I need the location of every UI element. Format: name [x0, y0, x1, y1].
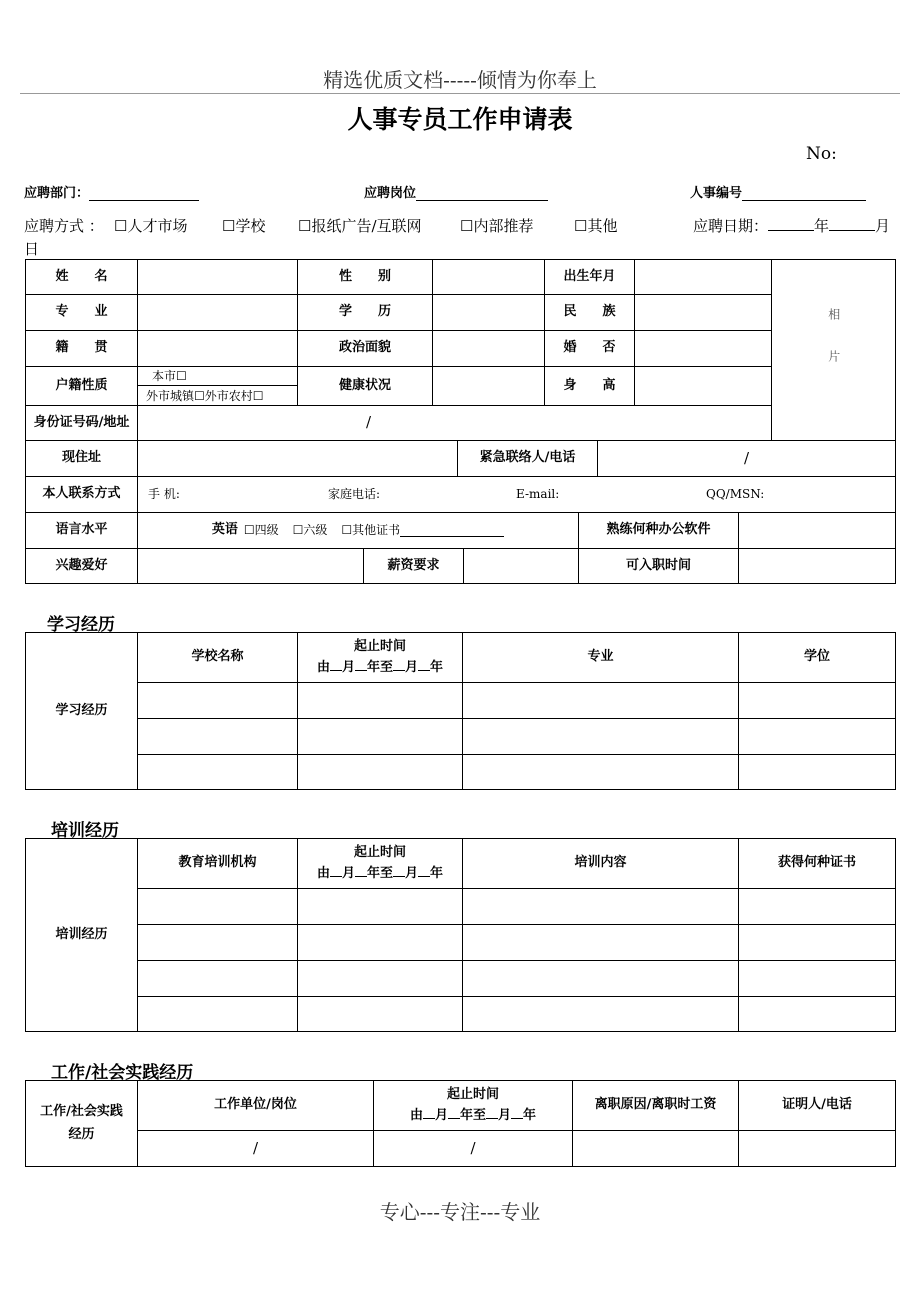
hukou-option-other[interactable]: 外市城镇☐外市农村☐ [137, 385, 298, 406]
hr-number-blank[interactable] [742, 186, 866, 201]
method-option-other[interactable]: ☐其他 [574, 217, 618, 235]
study-major-header: 专业 [462, 632, 739, 683]
birth-label: 出生年月 [544, 259, 635, 295]
photo-area[interactable] [771, 259, 896, 441]
training-row2-cert[interactable] [738, 924, 896, 961]
cet4-checkbox[interactable]: ☐四级 [243, 523, 279, 538]
training-org-header: 教育培训机构 [137, 838, 298, 889]
training-row1-org[interactable] [137, 888, 298, 925]
training-row4-org[interactable] [137, 996, 298, 1032]
position-blank[interactable] [416, 186, 548, 201]
qq-msn-label: QQ/MSN: [706, 487, 765, 502]
apply-date-label: 应聘日期： [693, 217, 769, 235]
form-number: No: [806, 144, 837, 164]
study-period-title: 起止时间 [353, 638, 406, 654]
training-row1-period[interactable] [297, 888, 463, 925]
cet6-checkbox[interactable]: ☐六级 [292, 523, 328, 538]
year-blank[interactable] [768, 216, 814, 231]
method-option-internal[interactable]: ☐内部推荐 [460, 217, 534, 235]
study-row1-degree[interactable] [738, 682, 896, 719]
language-input[interactable] [137, 512, 579, 549]
dept-blank[interactable] [89, 186, 199, 201]
office-software-input[interactable] [738, 512, 896, 549]
education-label: 学历 [297, 294, 433, 331]
study-row1-school[interactable] [137, 682, 298, 719]
gender-label: 性别 [297, 259, 433, 295]
hr-number-field[interactable] [690, 182, 866, 201]
work-row1-reason[interactable] [572, 1130, 739, 1167]
study-row3-degree[interactable] [738, 754, 896, 790]
training-period-format: 由 月 年至 月 年 [316, 865, 444, 881]
english-label: 英语 [211, 522, 238, 538]
method-label: 应聘方式 ： [24, 217, 104, 235]
work-unit-header: 工作单位/岗位 [137, 1080, 374, 1131]
start-date-input[interactable] [738, 548, 896, 584]
married-label: 婚否 [544, 330, 635, 367]
study-row2-period[interactable] [297, 718, 463, 755]
hobby-label: 兴趣爱好 [25, 548, 138, 584]
page-footer: 专心---专注---专业 [379, 1200, 541, 1224]
work-period-format: 由 月 年至 月 年 [409, 1107, 537, 1123]
mobile-label: 手 机: [148, 487, 180, 502]
training-content-header: 培训内容 [462, 838, 739, 889]
training-row-label: 培训经历 [25, 838, 138, 1032]
month-label: 月 [875, 217, 891, 235]
major-input[interactable] [137, 294, 298, 331]
other-cert-checkbox[interactable]: ☐其他证书 [341, 523, 401, 538]
home-phone-label: 家庭电话: [328, 487, 381, 502]
training-row3-period[interactable] [297, 960, 463, 997]
training-row4-cert[interactable] [738, 996, 896, 1032]
political-input[interactable] [432, 330, 545, 367]
study-section-title: 学习经历 [47, 615, 115, 635]
study-row2-degree[interactable] [738, 718, 896, 755]
salary-input[interactable] [463, 548, 579, 584]
witness-header: 证明人/电话 [738, 1080, 896, 1131]
study-row1-major[interactable] [462, 682, 739, 719]
hukou-label: 户籍性质 [25, 366, 138, 406]
training-row1-cert[interactable] [738, 888, 896, 925]
study-row3-period[interactable] [297, 754, 463, 790]
salary-label: 薪资要求 [363, 548, 464, 584]
page-header: 精选优质文档-----倾情为你奉上 [323, 68, 597, 92]
language-label: 语言水平 [25, 512, 138, 549]
other-cert-blank[interactable] [400, 524, 504, 537]
name-input[interactable] [137, 259, 298, 295]
day-label: 日 [24, 240, 40, 258]
hukou-option-local[interactable]: 本市☐ [137, 366, 298, 386]
contact-label: 本人联系方式 [25, 476, 138, 513]
study-row1-period[interactable] [297, 682, 463, 719]
training-row3-content[interactable] [462, 960, 739, 997]
header-divider [20, 93, 900, 94]
work-row1-unit[interactable]: / [137, 1130, 374, 1167]
school-name-header: 学校名称 [137, 632, 298, 683]
work-row1-witness[interactable] [738, 1130, 896, 1167]
married-input[interactable] [634, 330, 772, 367]
leave-reason-header: 离职原因/离职时工资 [572, 1080, 739, 1131]
photo-label: 相片 [826, 308, 841, 392]
health-input[interactable] [432, 366, 545, 406]
current-address-input[interactable] [137, 440, 458, 477]
training-row4-period[interactable] [297, 996, 463, 1032]
native-input[interactable] [137, 330, 298, 367]
study-row-label: 学习经历 [25, 632, 138, 790]
training-row2-period[interactable] [297, 924, 463, 961]
major-label: 专业 [25, 294, 138, 331]
emergency-contact-input[interactable]: / [597, 440, 896, 477]
apply-date-field[interactable] [693, 215, 890, 236]
birth-input[interactable] [634, 259, 772, 295]
training-row4-content[interactable] [462, 996, 739, 1032]
emergency-contact-label: 紧急联络人/电话 [457, 440, 598, 477]
work-row1-period[interactable]: / [373, 1130, 573, 1167]
training-row3-cert[interactable] [738, 960, 896, 997]
work-period-title: 起止时间 [446, 1086, 499, 1102]
work-section-title: 工作/社会实践经历 [51, 1063, 194, 1083]
gender-input[interactable] [432, 259, 545, 295]
training-row2-content[interactable] [462, 924, 739, 961]
month-blank[interactable] [829, 216, 875, 231]
political-label: 政治面貌 [297, 330, 433, 367]
health-label: 健康状况 [297, 366, 433, 406]
degree-header: 学位 [738, 632, 896, 683]
height-label: 身高 [544, 366, 635, 406]
start-date-label: 可入职时间 [578, 548, 739, 584]
name-label: 姓名 [25, 259, 138, 295]
hr-number-label: 人事编号 [690, 186, 743, 201]
id-address-input[interactable]: / [137, 405, 772, 441]
study-row2-school[interactable] [137, 718, 298, 755]
training-section-title: 培训经历 [51, 821, 119, 841]
ethnicity-input[interactable] [634, 294, 772, 331]
dept-field[interactable] [24, 182, 199, 201]
method-option-talent-market[interactable]: ☐人才市场 [114, 217, 188, 235]
training-period-title: 起止时间 [353, 844, 406, 860]
native-label: 籍贯 [25, 330, 138, 367]
id-address-label: 身份证号码/地址 [25, 405, 138, 441]
contact-input-row[interactable] [137, 476, 896, 513]
office-software-label: 熟练何种办公软件 [578, 512, 739, 549]
form-title: 人事专员工作申请表 [347, 105, 573, 134]
study-row3-school[interactable] [137, 754, 298, 790]
position-label: 应聘岗位 [364, 186, 417, 201]
training-row2-org[interactable] [137, 924, 298, 961]
method-option-newspaper[interactable]: ☐报纸广告/互联网 [298, 217, 422, 235]
study-row2-major[interactable] [462, 718, 739, 755]
hobby-input[interactable] [137, 548, 364, 584]
training-row1-content[interactable] [462, 888, 739, 925]
email-label: E-mail: [516, 487, 560, 502]
height-input[interactable] [634, 366, 772, 406]
study-period-header [297, 632, 463, 683]
education-input[interactable] [432, 294, 545, 331]
work-period-header [373, 1080, 573, 1131]
year-label: 年 [814, 217, 830, 235]
ethnicity-label: 民族 [544, 294, 635, 331]
current-address-label: 现住址 [25, 440, 138, 477]
training-row3-org[interactable] [137, 960, 298, 997]
position-field[interactable] [364, 182, 548, 201]
training-cert-header: 获得何种证书 [738, 838, 896, 889]
study-row3-major[interactable] [462, 754, 739, 790]
work-row-label: 工作/社会实践经历 [25, 1080, 138, 1167]
study-period-format: 由 月 年至 月 年 [316, 659, 444, 675]
method-option-school[interactable]: ☐学校 [222, 217, 266, 235]
training-period-header [297, 838, 463, 889]
dept-label: 应聘部门： [24, 186, 90, 201]
